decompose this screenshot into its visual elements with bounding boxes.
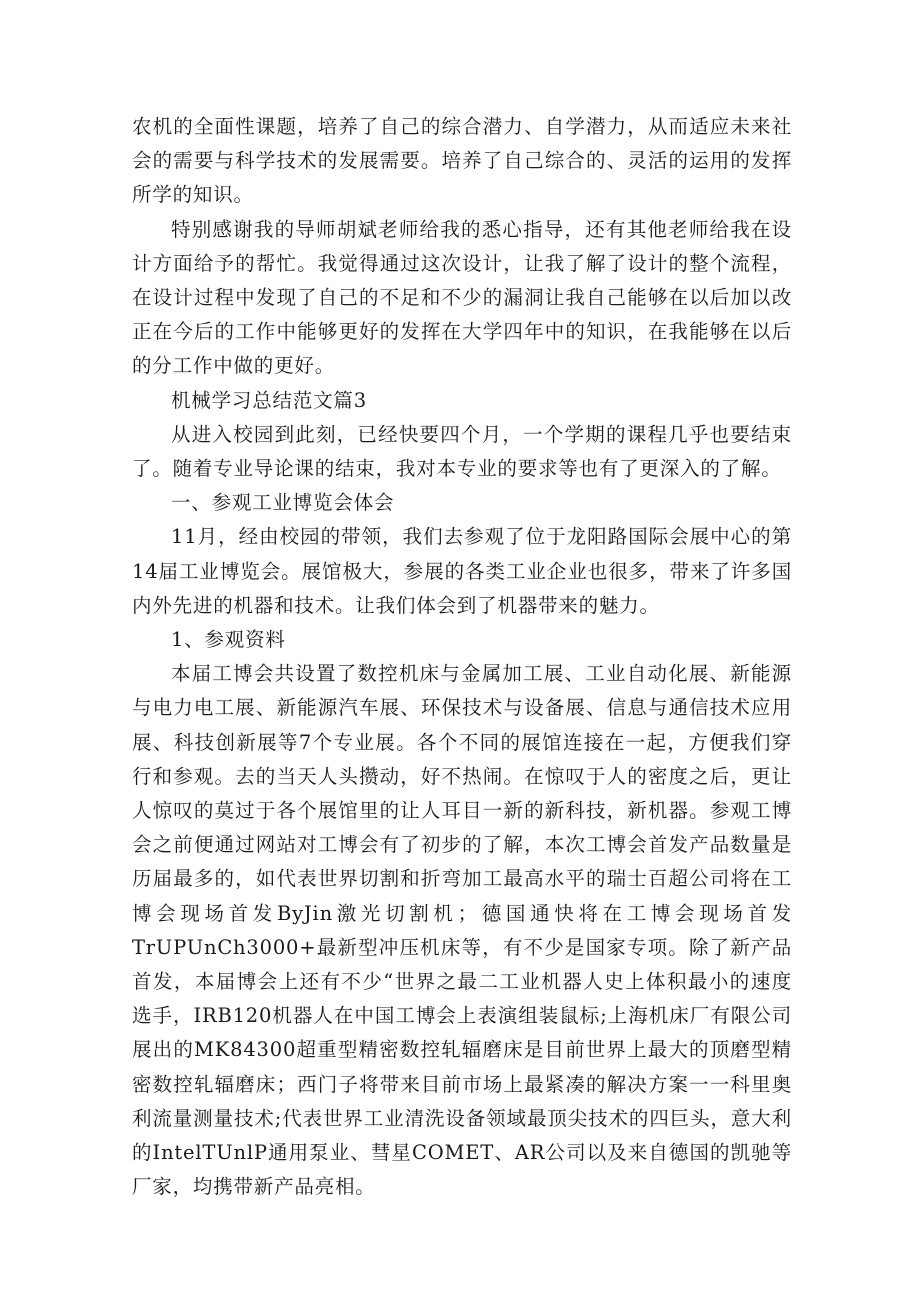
paragraph-expo-details: 本届工博会共设置了数控机床与金属加工展、工业自动化展、新能源与电力电工展、新能源汽车展、环保技术与设备展、信息与通信技术应用展、科技创新展等7个专业展。各个不同的展馆连接在一起，方便我们穿行和参观。去的当天人头攒动，好不热闹。在惊叹于人的密度之后，更让人惊叹的莫过于各个展馆里的让人耳目一新的新科技，新机器。参观工博会之前便通过网站对工博会有了初步的了解，本次工博会首发产品数量是历届最多的，如代表世界切割和折弯加工最高水平的瑞士百超公司将在工博会现场首发ByJin激光切割机；德国通快将在工博会现场首发TrUPUnCh3000+最新型冲压机床等，有不少是国家专项。除了新产品首发，本届博会上还有不少“世界之最二工业机器人史上体积最小的速度选手，IRB120机器人在中国工博会上表演组装鼠标;上海机床厂有限公司展出的MK84300超重型精密数控轧辐磨床是目前世界上最大的顶磨型精密数控轧辐磨床；西门子将带来目前市场上最紧凑的解决方案一一科里奥利流量测量技术;代表世界工业清洗设备领域最顶尖技术的四巨头，意大利的IntelTUnlP通用泵业、彗星COMET、AR公司以及来自德国的凯驰等厂家，均携带新产品亮相。 <box>132 662 792 1199</box>
paragraph-expo-visit: 11月，经由校园的带领，我们去参观了位于龙阳路国际会展中心的第14届工业博览会。展馆极大，参展的各类工业企业也很多，带来了许多国内外先进的机器和技术。让我们体会到了机器带来的魅力。 <box>132 525 792 617</box>
paragraph-intro-continuation: 农机的全面性课题，培养了自己的综合潜力、自学潜力，从而适应未来社会的需要与科学技术的发展需要。培养了自己综合的、灵活的运用的发挥所学的知识。 <box>132 115 792 207</box>
paragraph-introduction: 从进入校园到此刻，已经快要四个月，一个学期的课程几乎也要结束了。随着专业导论课的结束，我对本专业的要求等也有了更深入的了解。 <box>132 422 792 481</box>
document-body <box>132 110 792 1205</box>
subsection-heading-expo: 一、参观工业博览会体会 <box>171 491 395 515</box>
paragraph-acknowledgement: 特别感谢我的导师胡斌老师给我的悉心指导，还有其他老师给我在设计方面给予的帮忙。我觉得通过这次设计，让我了解了设计的整个流程，在设计过程中发现了自己的不足和不少的漏洞让我自己能够在以后加以改正在今后的工作中能够更好的发挥在大学四年中的知识，在我能够在以后的分工作中做的更好。 <box>132 217 792 378</box>
subsection-heading-materials: 1、参观资料 <box>171 628 286 652</box>
section-title: 机械学习总结范文篇3 <box>171 388 367 412</box>
